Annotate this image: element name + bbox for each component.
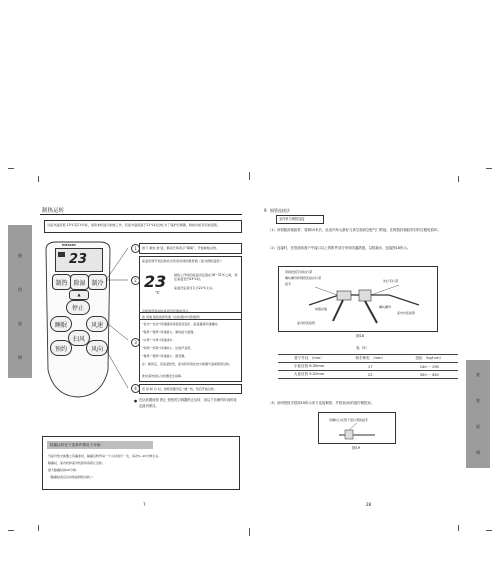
callout-3-line: 此时请勿误认为机器发生故障。	[142, 374, 185, 378]
crop-mark	[458, 176, 459, 182]
callout-2-b: 室温设定值可以为22℃左右。	[174, 286, 216, 290]
crop-mark	[249, 172, 250, 180]
crop-mark	[486, 168, 492, 169]
side-tab-char: 使	[18, 253, 22, 258]
big-temperature-unit: ℃	[155, 290, 160, 295]
timer-button[interactable]: 预约	[50, 340, 72, 356]
stop-button[interactable]: 停止	[66, 300, 90, 315]
defrost-line: （除霜结束后自动恢复制热运转。）	[48, 475, 95, 479]
defrost-box	[42, 436, 240, 490]
callout-3-line: “中风”“中风”风速适中。	[142, 338, 176, 342]
side-tab-char: 明	[476, 450, 480, 455]
step-2: （2）连接时，在管道和窗户中接口以上的附件部分采用防漏措施，以防漏水，连接图18所示。	[268, 246, 411, 250]
torque-table	[278, 354, 458, 379]
callout-3-line: “微风”“微风”风速最小，最安静。	[142, 354, 188, 358]
crop-mark	[249, 528, 250, 536]
table-header: 扭矩 （kgf·cm）	[401, 355, 458, 363]
warning-box	[44, 220, 242, 233]
side-tab-char: 说	[18, 321, 22, 326]
temp-up-button[interactable]: ▲	[69, 290, 89, 300]
side-tab-char: 安	[476, 372, 480, 377]
fan-speed-button[interactable]: 风速	[86, 316, 108, 332]
defrost-title	[47, 441, 153, 449]
callout-2-c: 运转温度和实时室温设定值时显示。	[142, 309, 192, 313]
crop-mark	[38, 525, 39, 531]
step-3: （3）用两把扳手按照18所示用力连接铜管，并按表(5)的值拧紧扭矩。	[268, 401, 375, 405]
heat-button[interactable]: 制热	[52, 274, 71, 290]
table-row	[278, 371, 458, 379]
defrost-title-text: 除霜运转在下述条件情况下开始：	[50, 442, 104, 447]
table-header: 管子外径 （mm）	[278, 355, 340, 363]
callout-3-line: “强风”“强风”风速最大，制热能力最强。	[142, 330, 197, 334]
table-cell: 小直径管 6.35mm	[278, 363, 340, 371]
note-bullet: ●	[134, 399, 138, 403]
page-number: 28	[366, 502, 372, 507]
section-title: 铜管连接法	[270, 208, 290, 213]
fig18-label: 先拧手拧紧	[383, 279, 399, 283]
louver-button[interactable]: 风向	[86, 340, 108, 356]
fig19-caption: 图19	[352, 446, 361, 450]
fig18-label: 室内机连接管	[297, 321, 316, 325]
table-cell: 22	[340, 371, 401, 379]
table-cell: 140 ~ 190	[401, 363, 458, 371]
fig18-label: 喇叭螺母和铜管连接并拧紧	[285, 276, 322, 280]
callout-2-box	[139, 256, 242, 320]
side-tab-char: 说	[476, 424, 480, 429]
note-text: 在运转期间按 停止 按钮时空调器停止运转，但以下各操作时间的设定值仍保存。	[139, 398, 237, 408]
callout-number-2: 2	[131, 276, 140, 285]
section-number: 9	[264, 208, 267, 213]
display-temperature: 23	[69, 252, 88, 267]
fig18-label: 室内外连接管	[397, 311, 416, 315]
callout-lines	[100, 240, 140, 400]
fig18-label: 用两把扳手同时拧紧	[285, 270, 313, 274]
display-segment-icon	[58, 252, 65, 257]
subsection-box	[276, 215, 324, 224]
table-header: 扳手种类 （mm）	[340, 355, 401, 363]
fig18-caption: 图18	[356, 334, 365, 338]
defrost-line: 除霜时，室内机和室外机的风扇停止运转。	[48, 461, 106, 465]
callout-number-3: 3	[131, 338, 140, 347]
table-row	[278, 363, 458, 371]
page-title: 制热运转	[42, 208, 65, 214]
right-side-tab	[466, 360, 490, 468]
brand-label: HITACHI	[62, 243, 76, 247]
sweep-button[interactable]: 扫风	[68, 330, 90, 346]
table-cell: 350 ~ 450	[401, 371, 458, 379]
side-tab-char: 明	[18, 355, 22, 360]
fig19-label: 用喇叭口在管子里拧紧的扳手	[329, 418, 369, 422]
defrost-line: 最大除霜时间20分钟。	[48, 468, 79, 472]
remote-display	[55, 248, 103, 272]
fig18-label: 扳手	[285, 282, 292, 286]
defrost-line: 当室外热交换器上有霜冻时，除霜运转约每一个小时进行一次，每次5~10分钟左右。	[48, 454, 162, 458]
figure-18	[278, 266, 438, 332]
callout-2-a: 制热工作时的室温设定值在18~32℃之间，特定室温至约23℃时。	[174, 273, 238, 282]
figure-19	[318, 412, 396, 444]
crop-mark	[8, 530, 14, 531]
big-temperature: 23	[144, 272, 167, 291]
crop-mark	[458, 525, 459, 531]
callout-3-box	[139, 312, 242, 382]
crop-mark	[486, 530, 492, 531]
callout-3-line: “自动”“自动”风速随房间温度而变化；室温越高风速越快。	[142, 322, 221, 326]
table-cell: 大直径管 9.52mm	[278, 371, 340, 379]
step-1: （1）用树脂封墙胶带、将铜15米长，此室内单元最好与真空抽真空配气门的接。在树脂封墙胶带封时应避免损坏。	[268, 228, 441, 232]
callout-4-box	[139, 384, 242, 394]
title-rule	[40, 214, 242, 215]
side-tab-char: 装	[476, 398, 480, 403]
fig18-label: 喇叭螺母	[379, 305, 392, 309]
table-header-row	[278, 355, 458, 363]
left-side-tab	[8, 225, 32, 378]
dehumid-button[interactable]: 除湿	[70, 274, 89, 290]
callout-2-head: 室温若调节到运转状态所需时间的推荐值（室内感知温度）：	[142, 259, 224, 263]
crop-mark	[8, 168, 14, 169]
sleep-button[interactable]: 睡眠	[50, 316, 72, 332]
callout-1-text: 按下 制热 按 钮，静音长鸣表示“嘀嘀”，开始制热运转。	[142, 246, 220, 250]
callout-3-line: 按 风速 按钮选择风速（自动/强/中/弱/微风）	[142, 315, 202, 319]
table-title: 表（5）	[356, 346, 370, 350]
callout-3-line: “弱风”“弱风”风速较小，运转声音低。	[142, 346, 194, 350]
callout-3-line: 注：暖风后，若室温较低，室内机风扇在热交换器升温前暂停运转。	[142, 362, 233, 366]
table-cell: 17	[340, 363, 401, 371]
callout-1-box	[139, 243, 242, 254]
side-tab-char: 用	[18, 287, 22, 292]
callout-number-1: 1	[131, 244, 140, 253]
crop-mark	[38, 176, 39, 182]
warning-text: 当室外温度低-15℃至21℃时，请用本机进行制热工作，若室外温度高于21℃时运转,为了保护空调器，制热功能有可能受限。	[47, 223, 220, 227]
subsection-text: 室内机与铜管连接	[279, 217, 305, 221]
page-number: 7	[143, 502, 146, 507]
cool-button[interactable]: 制冷	[88, 274, 107, 290]
fig18-label: 树脂封墙	[315, 307, 328, 311]
callout-4-text: 若 是 制 冷 时，按照需要设定 “暖” 档，然后开始运转。	[142, 386, 217, 391]
callout-number-4: 4	[131, 384, 140, 393]
